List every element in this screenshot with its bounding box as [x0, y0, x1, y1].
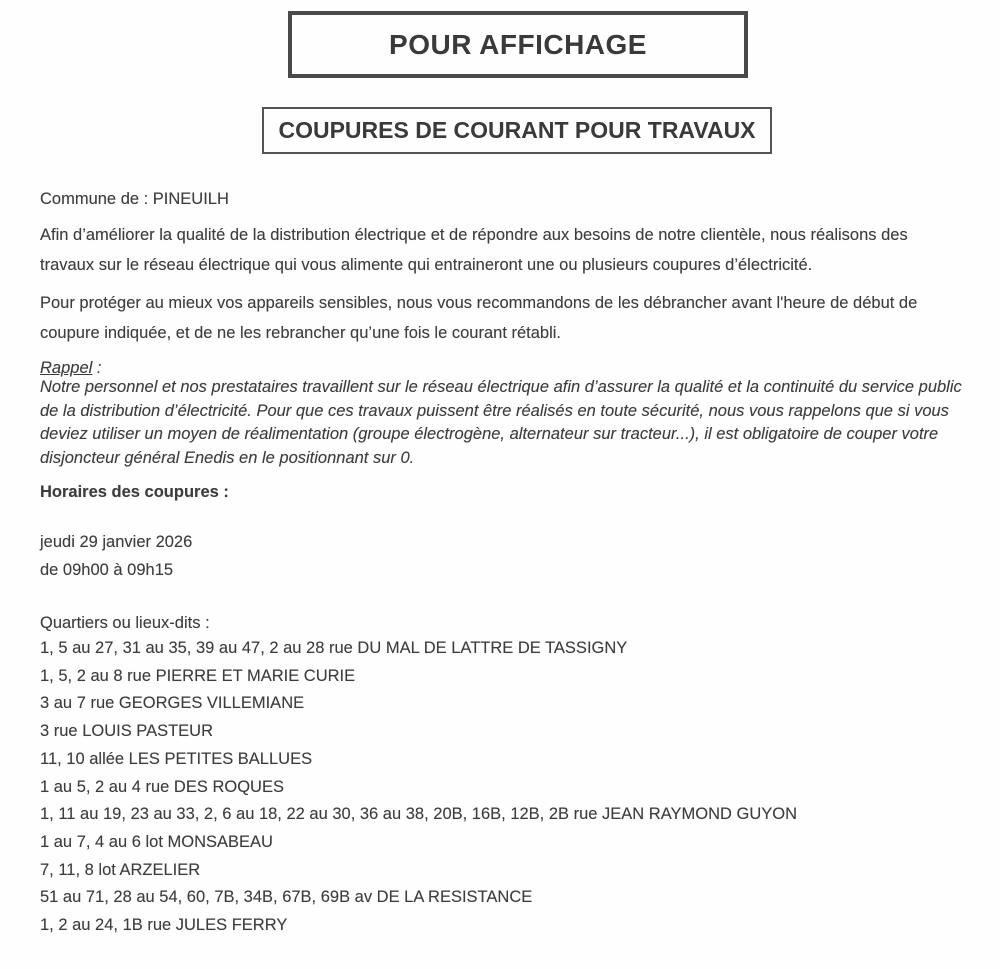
district-line: 51 au 71, 28 au 54, 60, 7B, 34B, 67B, 69B av DE LA RESISTANCE: [40, 888, 533, 907]
schedule-time: de 09h00 à 09h15: [40, 561, 174, 579]
district-line: 11, 10 allée LES PETITES BALLUES: [40, 749, 313, 768]
advice-paragraph: Pour protéger au mieux vos appareils sensibles, nous vous recommandons de les débrancher avant l'heure de début de coupure indiquée, et de ne les rebrancher qu’une fois le courant rétabli.: [40, 294, 918, 342]
district-line: 1, 5 au 27, 31 au 35, 39 au 47, 2 au 28 rue DU MAL DE LATTRE DE TASSIGNY: [40, 639, 628, 657]
districts-list: [40, 635, 965, 940]
banner-coupures-title: [262, 107, 772, 154]
schedule-date: jeudi 29 janvier 2026: [40, 533, 193, 551]
commune-line: Commune de : PINEUILH: [40, 190, 229, 208]
rappel-heading-colon: :: [92, 359, 102, 377]
banner-coupures-title-text: COUPURES DE COURANT POUR TRAVAUX: [278, 117, 756, 143]
district-line: 1 au 5, 2 au 4 rue DES ROQUES: [40, 777, 284, 796]
district-line: 7, 11, 8 lot ARZELIER: [40, 860, 201, 879]
district-line: 1, 11 au 19, 23 au 33, 2, 6 au 18, 22 au 30, 36 au 38, 20B, 16B, 12B, 2B rue JEAN RAYMOND GUYON: [40, 805, 798, 824]
schedule-heading: Horaires des coupures :: [40, 483, 229, 501]
rappel-paragraph: Notre personnel et nos prestataires travaillent sur le réseau électrique afin d’assurer la qualité et la continuité du service public de la distribution d’électricité. Pour que ces travaux puissent être réalisés en toute sécurité, nous vous rappelons que si vous deviez utiliser un moyen de réalimentation (groupe électrogène, alternateur sur tracteur...), il est obligatoire de couper votre disjoncteur général Enedis en le positionnant sur 0.: [40, 378, 962, 467]
district-line: 1, 2 au 24, 1B rue JULES FERRY: [40, 916, 288, 935]
district-line: 1 au 7, 4 au 6 lot MONSABEAU: [40, 832, 273, 851]
district-line: 3 rue LOUIS PASTEUR: [40, 722, 214, 741]
district-line: 1, 5, 2 au 8 rue PIERRE ET MARIE CURIE: [40, 666, 356, 685]
banner-pour-affichage: [288, 11, 748, 78]
districts-heading: Quartiers ou lieux-dits :: [40, 614, 210, 632]
banner-pour-affichage-text: POUR AFFICHAGE: [389, 28, 647, 60]
district-line: 3 au 7 rue GEORGES VILLEMIANE: [40, 694, 305, 713]
rappel-heading-word: Rappel: [40, 359, 93, 377]
intro-paragraph: Afin d’améliorer la qualité de la distribution électrique et de répondre aux besoins de notre clientèle, nous réalisons des travaux sur le réseau électrique qui vous alimente qui entraineront une ou plusieurs coupures d’électricité.: [40, 226, 908, 274]
